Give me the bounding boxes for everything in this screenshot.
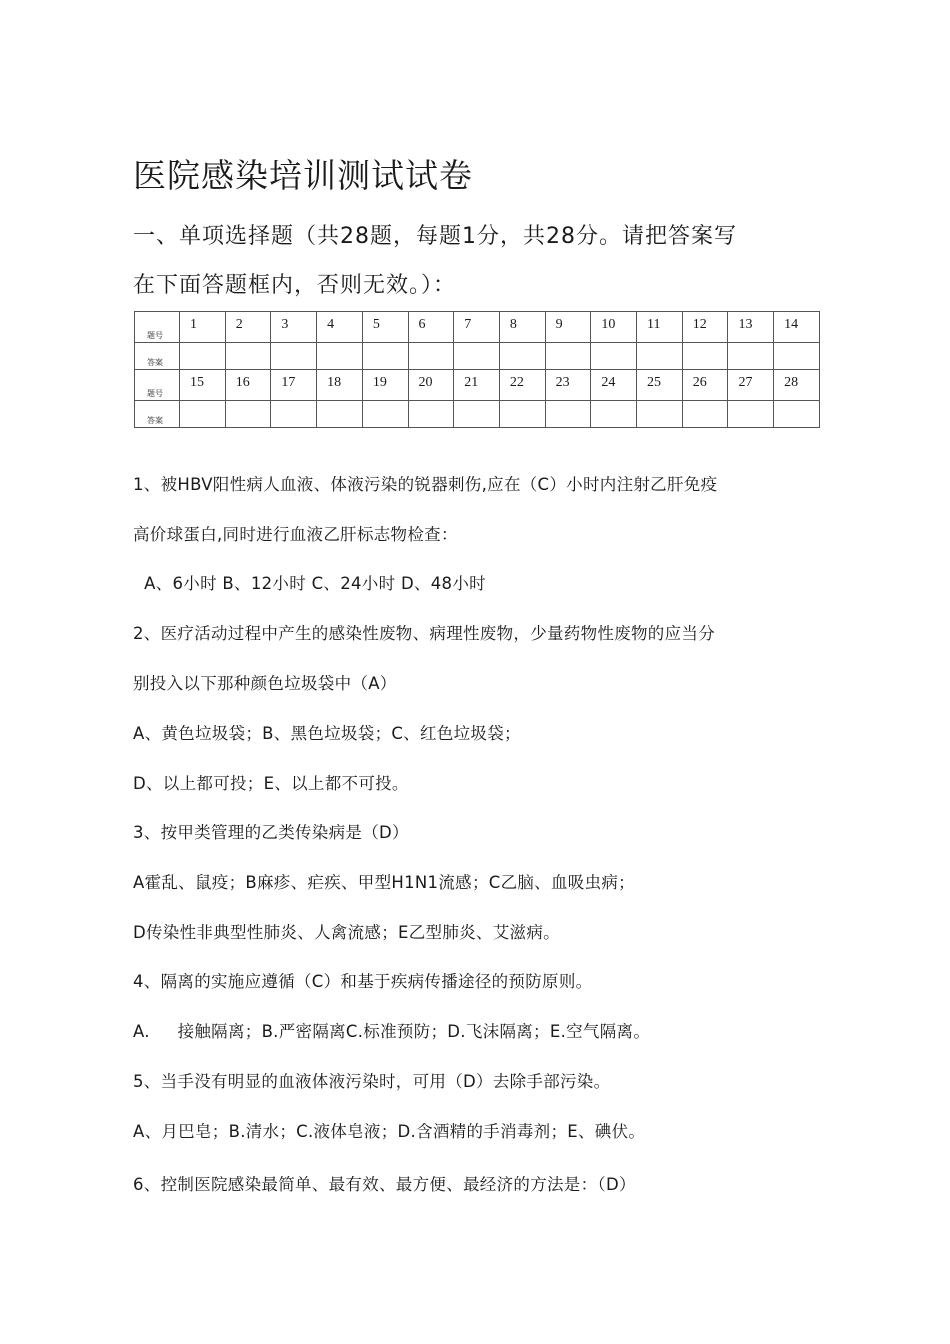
- question-number: 8: [499, 312, 545, 343]
- question-6-stem: 6、控制医院感染最简单、最有效、最方便、最经济的方法是：（D）: [133, 1175, 636, 1194]
- question-number: 5: [362, 312, 408, 343]
- question-3-options-line-1: A霍乱、鼠疫；B麻疹、疟疾、甲型H1N1流感；C乙脑、血吸虫病；: [133, 873, 635, 892]
- answer-cell[interactable]: [728, 343, 774, 370]
- answer-cell[interactable]: [225, 343, 271, 370]
- question-number: 6: [408, 312, 454, 343]
- answer-cell[interactable]: [362, 401, 408, 428]
- question-3-options-line-2: D传染性非典型性肺炎、人禽流感；E乙型肺炎、艾滋病。: [133, 923, 560, 942]
- answer-cell[interactable]: [271, 343, 317, 370]
- answer-cell[interactable]: [637, 401, 683, 428]
- question-number: 13: [728, 312, 774, 343]
- answer-cell[interactable]: [180, 401, 226, 428]
- answer-cell[interactable]: [591, 401, 637, 428]
- question-number: 21: [454, 370, 500, 401]
- question-number: 24: [591, 370, 637, 401]
- answer-cell[interactable]: [408, 401, 454, 428]
- question-number: 3: [271, 312, 317, 343]
- answer-cell[interactable]: [317, 343, 363, 370]
- answer-cell[interactable]: [545, 343, 591, 370]
- answer-label: 答案: [135, 343, 180, 370]
- question-3-stem: 3、按甲类管理的乙类传染病是（D）: [133, 823, 409, 842]
- question-number: 25: [637, 370, 683, 401]
- question-number: 9: [545, 312, 591, 343]
- question-number: 16: [225, 370, 271, 401]
- section-heading-line-2: 在下面答题框内，否则无效。）：: [133, 273, 457, 298]
- question-5-stem: 5、当手没有明显的血液体液污染时，可用（D）去除手部污染。: [133, 1072, 611, 1091]
- question-2-options-line-1: A、黄色垃圾袋；B、黑色垃圾袋；C、红色垃圾袋；: [133, 724, 521, 743]
- question-number: 22: [499, 370, 545, 401]
- page-title: 医院感染培训测试试卷: [133, 156, 473, 195]
- question-1-stem-line-2: 高价球蛋白,同时进行血液乙肝标志物检查：: [133, 525, 458, 544]
- question-2-options-line-2: D、以上都可投；E、以上都不可投。: [133, 774, 409, 793]
- question-number: 19: [362, 370, 408, 401]
- answer-cell[interactable]: [180, 343, 226, 370]
- question-number: 18: [317, 370, 363, 401]
- question-number: 17: [271, 370, 317, 401]
- answer-cell[interactable]: [682, 343, 728, 370]
- answer-row-2: [135, 401, 820, 428]
- answer-row-1: [135, 343, 820, 370]
- question-number: 7: [454, 312, 500, 343]
- answer-cell[interactable]: [362, 343, 408, 370]
- answer-cell[interactable]: [591, 343, 637, 370]
- question-number: 14: [774, 312, 820, 343]
- question-number: 27: [728, 370, 774, 401]
- answer-cell[interactable]: [454, 343, 500, 370]
- question-number: 23: [545, 370, 591, 401]
- question-number: 15: [180, 370, 226, 401]
- question-4-stem: 4、隔离的实施应遵循（C）和基于疾病传播途径的预防原则。: [133, 972, 593, 991]
- answer-label: 答案: [135, 401, 180, 428]
- question-number: 2: [225, 312, 271, 343]
- question-number: 20: [408, 370, 454, 401]
- answer-cell[interactable]: [499, 401, 545, 428]
- question-label: 题号: [135, 370, 180, 401]
- answer-cell[interactable]: [454, 401, 500, 428]
- answer-cell[interactable]: [499, 343, 545, 370]
- section-heading-line-1: 一、单项选择题（共28题，每题1分，共28分。请把答案写: [133, 224, 737, 249]
- answer-cell[interactable]: [728, 401, 774, 428]
- question-number-row-1: [135, 312, 820, 343]
- answer-cell[interactable]: [774, 343, 820, 370]
- question-2-stem-line-1: 2、医疗活动过程中产生的感染性废物、病理性废物，少量药物性废物的应当分: [133, 624, 715, 643]
- question-number: 4: [317, 312, 363, 343]
- question-number: 1: [180, 312, 226, 343]
- answer-cell[interactable]: [682, 401, 728, 428]
- question-number: 26: [682, 370, 728, 401]
- answer-cell[interactable]: [271, 401, 317, 428]
- answer-grid: [134, 311, 820, 428]
- answer-cell[interactable]: [408, 343, 454, 370]
- answer-cell[interactable]: [225, 401, 271, 428]
- question-2-stem-line-2: 别投入以下那种颜色垃圾袋中（A）: [133, 674, 397, 693]
- question-5-options: A、月巴皂；B.清水；C.液体皂液；D.含酒精的手消毒剂；E、碘伏。: [133, 1122, 646, 1141]
- question-number: 11: [637, 312, 683, 343]
- question-1-options: A、6小时 B、12小时 C、24小时 D、48小时: [133, 574, 486, 593]
- question-number: 28: [774, 370, 820, 401]
- answer-cell[interactable]: [774, 401, 820, 428]
- question-number: 10: [591, 312, 637, 343]
- question-1-stem-line-1: 1、被HBV阳性病人血液、体液污染的锐器刺伤,应在（C）小时内注射乙肝免疫: [133, 475, 718, 494]
- question-4-options: A. 接触隔离；B.严密隔离C.标准预防；D.飞沫隔离；E.空气隔离。: [133, 1022, 651, 1041]
- answer-cell[interactable]: [317, 401, 363, 428]
- question-number-row-2: [135, 370, 820, 401]
- answer-cell[interactable]: [545, 401, 591, 428]
- answer-cell[interactable]: [637, 343, 683, 370]
- question-label: 题号: [135, 312, 180, 343]
- question-number: 12: [682, 312, 728, 343]
